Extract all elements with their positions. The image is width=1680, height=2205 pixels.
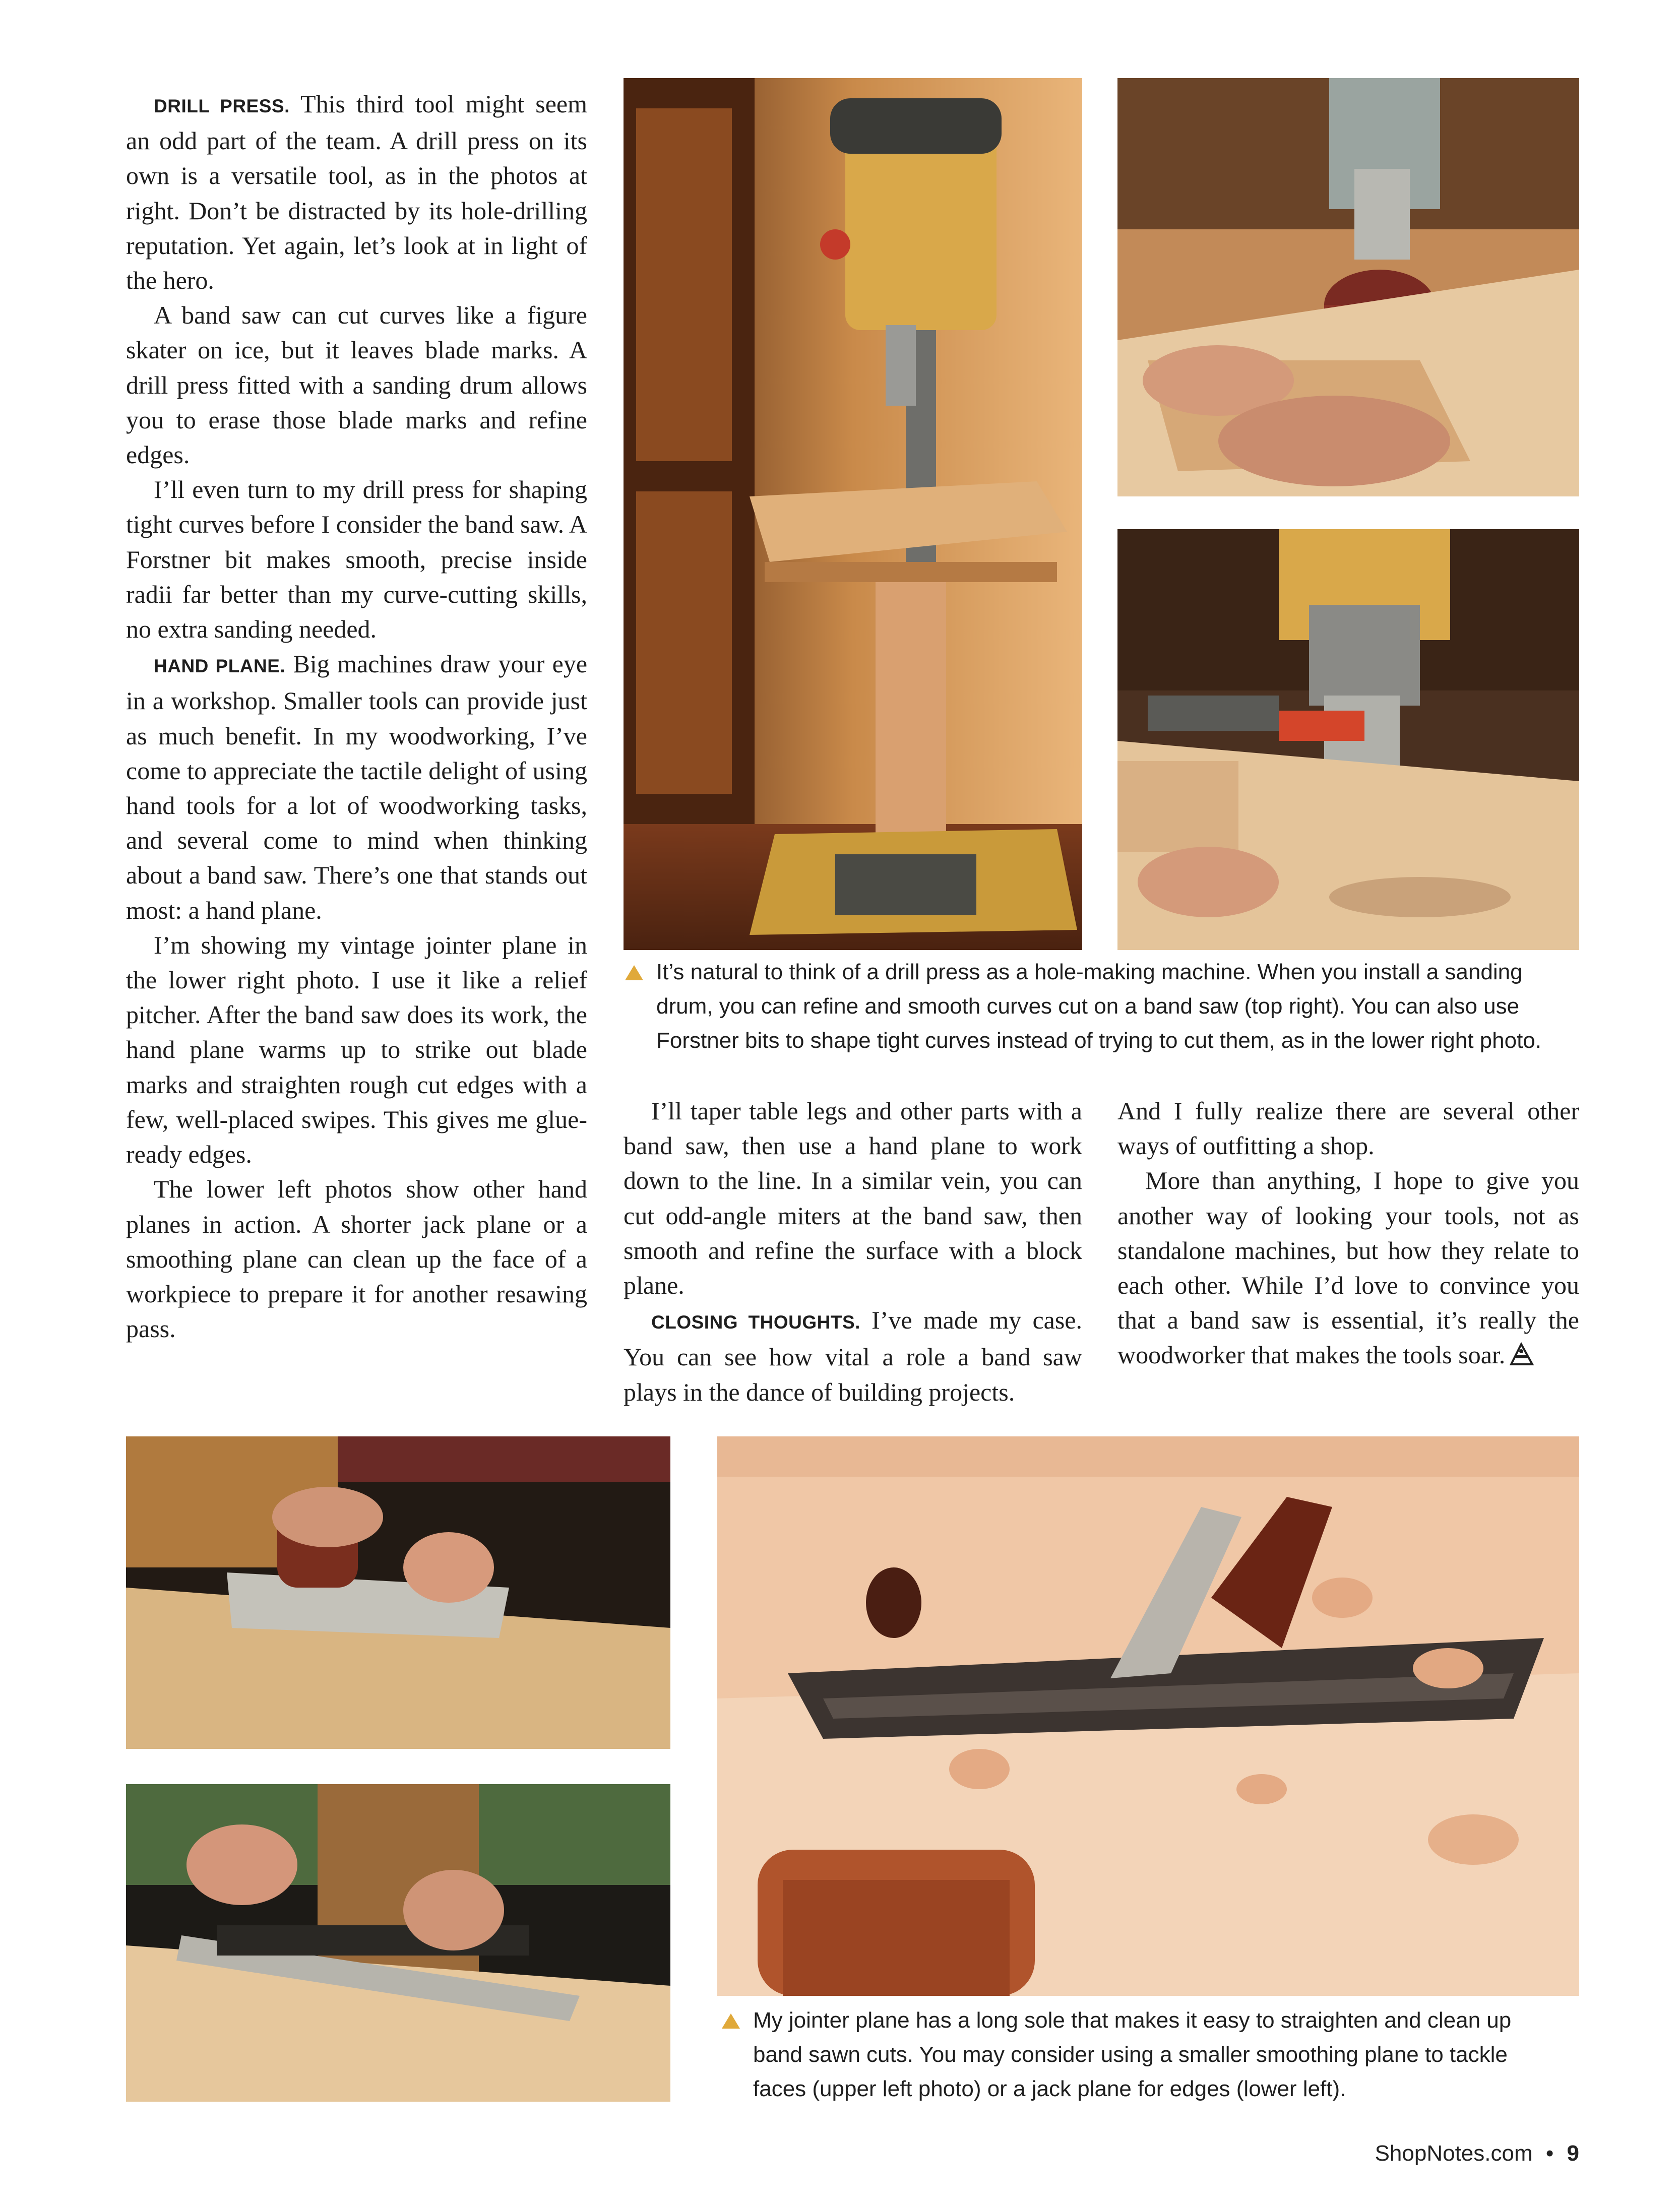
caption-line: Forstner bits to shape tight curves instead of trying to cut them, as in the lower right photo.	[656, 1028, 1542, 1053]
shopnotes-end-mark-icon	[1509, 1342, 1534, 1366]
paragraph-lower-left-photos: The lower left photos show other hand planes in action. A shorter jack plane or a smoothing plane can clean up the face of a workpiece to prepare it for another resawing pass.	[126, 1175, 587, 1343]
caption-line: My jointer plane has a long sole that makes it easy to straighten and clean up	[753, 2008, 1512, 2033]
hand-plane-text: Big machines draw your eye in a workshop. Smaller tools can provide just as much benefit. In my woodworking, I’ve come to appreciate the tactile delight of using hand tools for a lot of woodworking tasks, and several come to mind when thinking about a band saw. There’s one that stands out most: a hand plane.	[126, 650, 588, 924]
paragraph-closing	[624, 1303, 1082, 1410]
jointer-plane-caption	[753, 2003, 1580, 2106]
smoothing-plane-photo	[126, 1436, 670, 1749]
paragraph-band-saw-curves: A band saw can cut curves like a figure skater on ice, but it leaves blade marks. A drill press fitted with a sanding drum allows you to erase those blade marks and refine edges.	[126, 301, 587, 469]
closing-paragraph-text: More than anything, I hope to give you another way of looking your tools, not as standalone machines, but how they relate to each other. While I’d love to convince you that a band saw is essential, it’s really the woodworker that makes the tools soar.	[1117, 1166, 1579, 1369]
triangle-up-icon	[722, 2013, 740, 2029]
paragraph-more-than-anything	[1117, 1163, 1579, 1372]
drill-press-lead-in: DRILL PRESS.	[154, 96, 290, 116]
page-footer	[1375, 2141, 1579, 2166]
closing-thoughts-lead-in: CLOSING THOUGHTS.	[651, 1312, 860, 1333]
paragraph-taper-legs: I’ll taper table legs and other parts with a band saw, then use a hand plane to work down to the line. In a similar vein, you can cut odd-angle miters at the band saw, then smooth and refine the surface with a block plane.	[624, 1097, 1082, 1300]
hand-plane-lead-in: HAND PLANE.	[154, 656, 286, 677]
triangle-up-icon	[625, 965, 643, 980]
paragraph-drill-press	[126, 87, 587, 298]
caption-line: drum, you can refine and smooth curves cut on a band saw (top right). You can also use	[656, 994, 1520, 1019]
closing-thoughts-text: I’ve made my case. You can see how vital a role a band saw plays in the dance of building projects.	[624, 1306, 1082, 1406]
paragraph-jointer-plane: I’m showing my vintage jointer plane in the lower right photo. I use it like a relief pitcher. After the band saw does its work, the hand plane warms up to strike out blade marks and straighten rough cut edges with a few, well-placed swipes. This gives me glue-ready edges.	[126, 930, 587, 1169]
paragraph-other-ways: And I fully realize there are several other ways of outfitting a shop.	[1117, 1097, 1579, 1160]
caption-line: band sawn cuts. You may consider using a smaller smoothing plane to tackle	[753, 2042, 1508, 2067]
sanding-drum-photo	[1117, 78, 1579, 496]
drill-press-text: This third tool might seem an odd part of the team. A drill press on its own is a versatile tool, as in the photos at right. Don’t be distracted by its hole-drilling reputation. Yet again, let’s look at in light of the hero.	[126, 90, 587, 295]
footer-bullet: •	[1545, 2141, 1554, 2166]
middle-text-column	[624, 1094, 1082, 1410]
right-text-column	[1117, 1094, 1579, 1373]
drill-press-photo	[624, 78, 1082, 950]
page-number: 9	[1567, 2141, 1579, 2166]
drill-press-caption	[656, 955, 1579, 1058]
jointer-plane-photo	[717, 1436, 1579, 1996]
jack-plane-photo	[126, 1784, 670, 2102]
caption-line: It’s natural to think of a drill press as a hole-making machine. When you install a sanding	[656, 960, 1523, 984]
paragraph-hand-plane	[126, 647, 587, 928]
paragraph-forstner: I’ll even turn to my drill press for shaping tight curves before I consider the band saw. A Forstner bit makes smooth, precise inside radii far better than my curve-cutting skills, no extra sanding needed.	[126, 475, 587, 644]
site-name: ShopNotes.com	[1375, 2141, 1533, 2166]
caption-line: faces (upper left photo) or a jack plane for edges (lower left).	[753, 2076, 1346, 2101]
left-text-column	[126, 87, 587, 1346]
forstner-bit-photo	[1117, 529, 1579, 950]
